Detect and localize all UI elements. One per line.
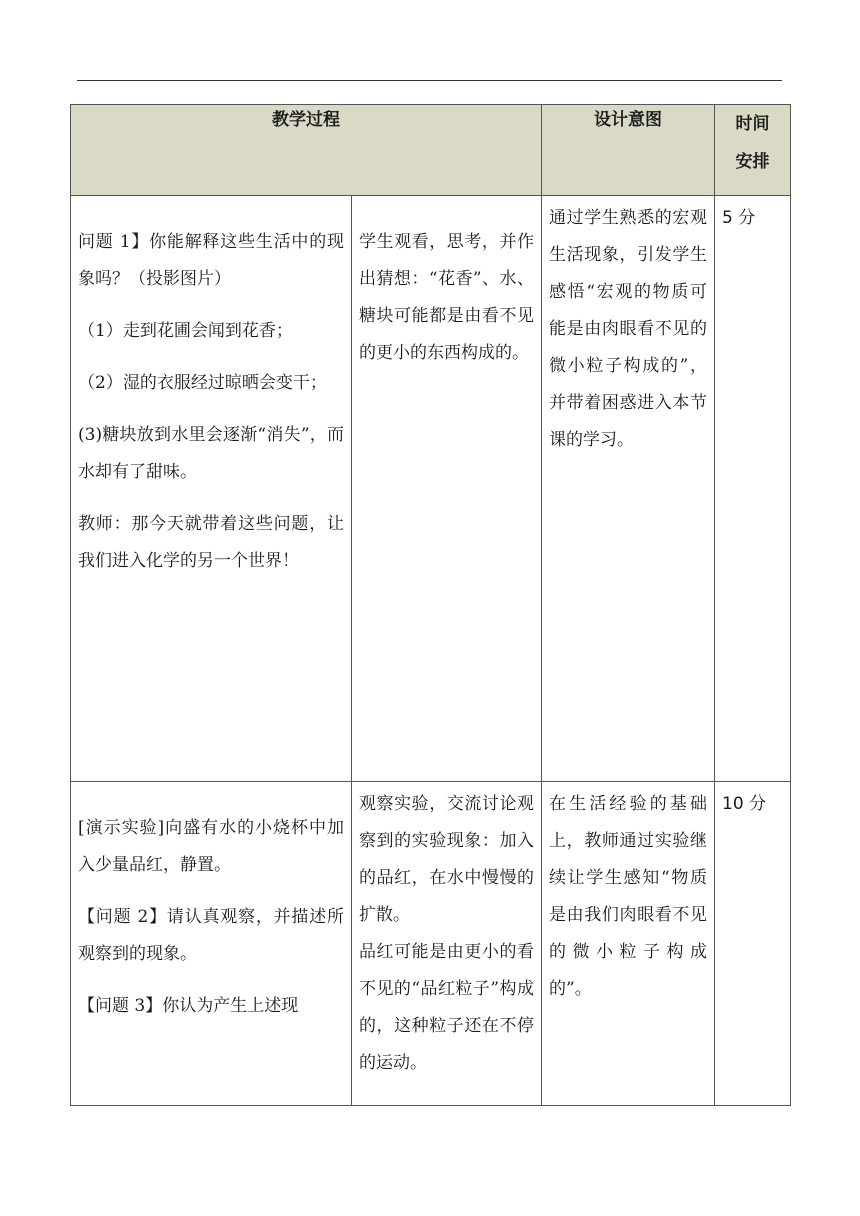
- teacher-text: 【问题 3】你认为产生上述现: [78, 996, 299, 1016]
- header-rule: [77, 80, 782, 81]
- student-activity-cell: [352, 782, 542, 1106]
- teacher-text: 问题 1】你能解释这些生活中的现象吗？（投影图片）: [78, 232, 344, 289]
- student-text: 品红可能是由更小的看不见的“品红粒子”构成的，这种粒子还在不停的运动。: [359, 942, 534, 1073]
- student-activity-cell: [352, 196, 542, 782]
- student-text: 学生观看，思考，并作出猜想：“花香”、水、糖块可能都是由看不见的更小的东西构成的。: [359, 232, 534, 363]
- header-intent: 设计意图: [542, 105, 715, 196]
- intent-text: 在生活经验的基础上，教师通过实验继续让学生感知“物质是由我们肉眼看不见的微小粒子构成的”。: [549, 794, 707, 999]
- time-cell: [715, 196, 791, 782]
- teacher-text: [演示实验]向盛有水的小烧杯中加入少量品红，静置。: [78, 818, 344, 875]
- design-intent-cell: [542, 196, 715, 782]
- header-process: 教学过程: [71, 105, 542, 196]
- design-intent-cell: [542, 782, 715, 1106]
- student-text: 观察实验，交流讨论观察到的实验现象：加入的品红，在水中慢慢的扩散。: [359, 794, 534, 925]
- header-time-line1: 时间: [735, 114, 770, 134]
- table-row: [71, 782, 791, 1106]
- teacher-text: （1）走到花圃会闻到花香；: [78, 321, 293, 341]
- teacher-text: 【问题 2】请认真观察，并描述所观察到的现象。: [78, 907, 344, 964]
- time-cell: [715, 782, 791, 1106]
- time-text: 5 分: [722, 208, 756, 228]
- header-time-line2: 安排: [735, 152, 770, 172]
- table-header-row: [71, 105, 791, 196]
- intent-text: 通过学生熟悉的宏观生活现象，引发学生感悟“宏观的物质可能是由肉眼看不见的微小粒子构成的”，并带着困惑进入本节课的学习。: [549, 208, 707, 450]
- teacher-text: （2）湿的衣服经过晾晒会变干；: [78, 373, 327, 393]
- time-text: 10 分: [722, 794, 767, 814]
- header-time: [715, 105, 791, 196]
- teacher-text: 教师：那今天就带着这些问题，让我们进入化学的另一个世界！: [78, 514, 344, 571]
- table-row: [71, 196, 791, 782]
- teacher-activity-cell: [71, 782, 352, 1106]
- teacher-activity-cell: [71, 196, 352, 782]
- lesson-plan-table: [70, 104, 791, 1106]
- teacher-text: (3)糖块放到水里会逐渐“消失”，而水却有了甜味。: [78, 425, 344, 482]
